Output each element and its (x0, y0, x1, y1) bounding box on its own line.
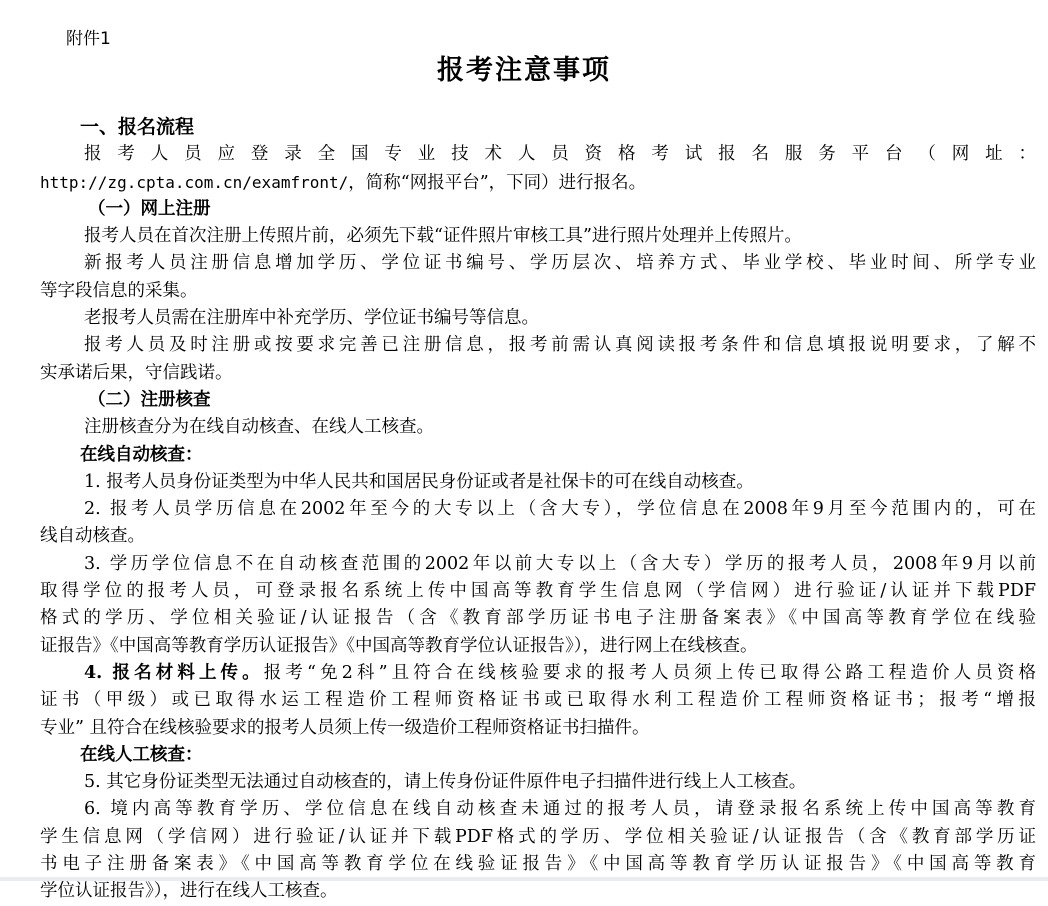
paragraph-line: 老报考人员需在注册库中补充学历、学位证书编号等信息。 (84, 308, 539, 329)
paragraph-line: 等字段信息的采集。 (40, 280, 198, 301)
list-item (40, 660, 1036, 687)
paragraph-line: 格式的学历、学位相关验证/认证报告（含《教育部学历证书电子注册备案表》《中国高等教育学位在线验 (40, 608, 1036, 629)
list-item: 6. 境内高等教育学历、学位信息在线自动核查未通过的报考人员，请登录报名系统上传中国高等教育 (84, 799, 1036, 820)
paragraph-line: 注册核查分为在线自动核查、在线人工核查。 (84, 417, 434, 438)
paragraph-line: 专业” 且符合在线核验要求的报考人员须上传一级造价工程师资格证书扫描件。 (40, 717, 650, 738)
attachment-label: 附件1 (66, 29, 111, 49)
platform-url[interactable]: http://zg.cpta.com.cn/examfront/ (40, 172, 349, 192)
paragraph-text: 报考“免2科”且符合在线核验要求的报考人员须上传已取得公路工程造价人员资格 (263, 662, 1036, 683)
subsection-heading: （一）网上注册 (88, 198, 211, 219)
paragraph-line: 实承诺后果，守信践诺。 (40, 362, 233, 383)
paragraph-line: 学位认证报告》），进行在线人工核查。 (40, 881, 338, 902)
manual-check-heading: 在线人工核查： (80, 744, 203, 765)
list-item: 5. 其它身份证类型无法通过自动核查的，请上传身份证件原件电子扫描件进行线上人工核查。 (84, 772, 807, 793)
paragraph-line (40, 169, 1036, 196)
bottom-divider (0, 877, 1048, 881)
page-title: 报考注意事项 (437, 55, 611, 86)
paragraph-line: 新报考人员注册信息增加学历、学位证书编号、学历层次、培养方式、毕业学校、毕业时间、所学专业 (84, 253, 1036, 274)
list-item: 3. 学历学位信息不在自动核查范围的2002年以前大专以上（含大专）学历的报考人员，2008年9月以前 (84, 553, 1036, 574)
paragraph-line: 学生信息网（学信网）进行验证/认证并下载PDF格式的学历、学位相关验证/认证报告（含《教育部学历证 (40, 826, 1036, 847)
paragraph-line: 报考人员及时注册或按要求完善已注册信息，报考前需认真阅读报考条件和信息填报说明要求，了解不 (84, 335, 1036, 356)
section-heading: 一、报名流程 (80, 116, 195, 138)
paragraph-line: 书电子注册备案表》《中国高等教育学位在线验证报告》《中国高等教育学历认证报告》《中国高等教育 (40, 854, 1036, 875)
paragraph-line: 取得学位的报考人员，可登录报名系统上传中国高等教育学生信息网（学信网）进行验证/认证并下载PDF (40, 581, 1036, 602)
paragraph-line: 报考人员在首次注册上传照片前，必须先下载“证件照片审核工具”进行照片处理并上传照片。 (84, 226, 802, 247)
item4-label: 4. 报名材料上传。 (84, 662, 264, 683)
list-item: 2. 报考人员学历信息在2002年至今的大专以上（含大专），学位信息在2008年9月至今范围内的，可在 (84, 499, 1036, 520)
auto-check-heading: 在线自动核查： (80, 444, 203, 465)
subsection-heading: （二）注册核查 (88, 389, 211, 410)
paragraph-line: 线自动核查。 (40, 526, 145, 547)
paragraph-line: 证报告》《中国高等教育学历认证报告》《中国高等教育学位认证报告》），进行网上在线核查。 (40, 635, 758, 656)
paragraph-text: ，简称“网报平台”，下同）进行报名。 (348, 172, 647, 193)
paragraph-line: 报考人员应登录全国专业技术人员资格考试报名服务平台（网址： (84, 144, 1036, 165)
paragraph-line: 证书（甲级）或已取得水运工程造价工程师资格证书或已取得水利工程造价工程师资格证书；报考“增报 (40, 690, 1036, 711)
list-item: 1. 报考人员身份证类型为中华人民共和国居民身份证或者是社保卡的可在线自动核查。 (84, 471, 754, 492)
document-body (40, 114, 1036, 906)
